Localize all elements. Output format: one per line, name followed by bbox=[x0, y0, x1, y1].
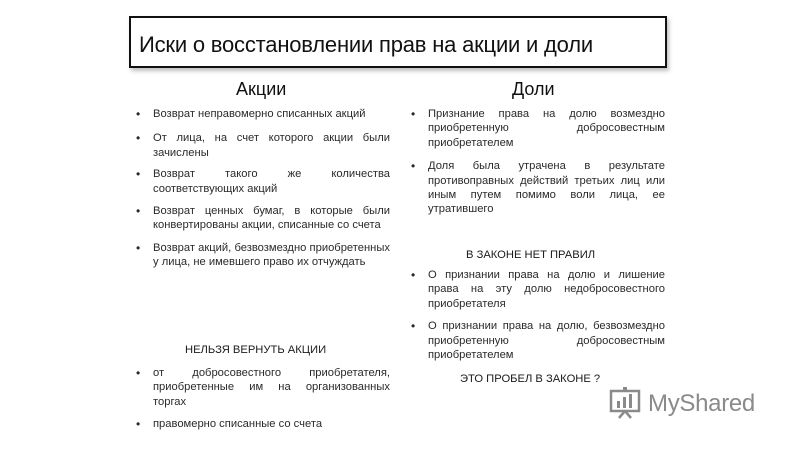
list-item: • от добросовестного приобретателя, приобретенные им на организованных торгах bbox=[136, 366, 390, 409]
right-heading: Доли bbox=[512, 79, 555, 99]
left-list bbox=[136, 107, 390, 270]
left-column bbox=[136, 107, 390, 270]
list-item: • От лица, на счет которого акции были зачислены bbox=[136, 131, 390, 160]
left-heading: Акции bbox=[236, 79, 287, 99]
list-item: • правомерно списанные со счета bbox=[136, 417, 390, 431]
slide-title: Иски о восстановлении прав на акции и доли bbox=[139, 32, 593, 57]
right-note: В ЗАКОНЕ НЕТ ПРАВИЛ bbox=[466, 249, 596, 261]
list-item: • Возврат акций, безвозмездно приобретенных у лица, не имевшего право их отчуждать bbox=[136, 241, 390, 270]
right-list-2 bbox=[411, 268, 665, 362]
list-item: • О признании права на долю, безвозмездно приобретенную добросовестным приобретателем bbox=[411, 319, 665, 362]
list-item: • Возврат ценных бумаг, в которые были конвертированы акции, списанные со счета bbox=[136, 204, 390, 233]
title-box bbox=[129, 16, 667, 68]
watermark bbox=[608, 387, 755, 421]
right-list bbox=[411, 107, 665, 217]
right-column bbox=[411, 107, 665, 217]
list-item: • О признании права на долю и лишение права на эту долю недобросовестного приобретателя bbox=[411, 268, 665, 311]
list-item: • Возврат неправомерно списанных акций bbox=[136, 107, 390, 121]
list-item: • Возврат такого же количества соответствующих акций bbox=[136, 167, 390, 196]
presentation-board-icon bbox=[608, 385, 642, 424]
left-list-2 bbox=[136, 366, 390, 432]
watermark-text: MyShared bbox=[648, 390, 755, 417]
list-item: • Признание права на долю возмездно приобретенную добросовестным приобретателем bbox=[411, 107, 665, 150]
right-note-2: ЭТО ПРОБЕЛ В ЗАКОНЕ ? bbox=[460, 373, 601, 385]
list-item: • Доля была утрачена в результате противоправных действий третьих лиц или иным путем помимо воли лица, ее утратившего bbox=[411, 159, 665, 217]
left-note: НЕЛЬЗЯ ВЕРНУТЬ АКЦИИ bbox=[185, 344, 327, 356]
